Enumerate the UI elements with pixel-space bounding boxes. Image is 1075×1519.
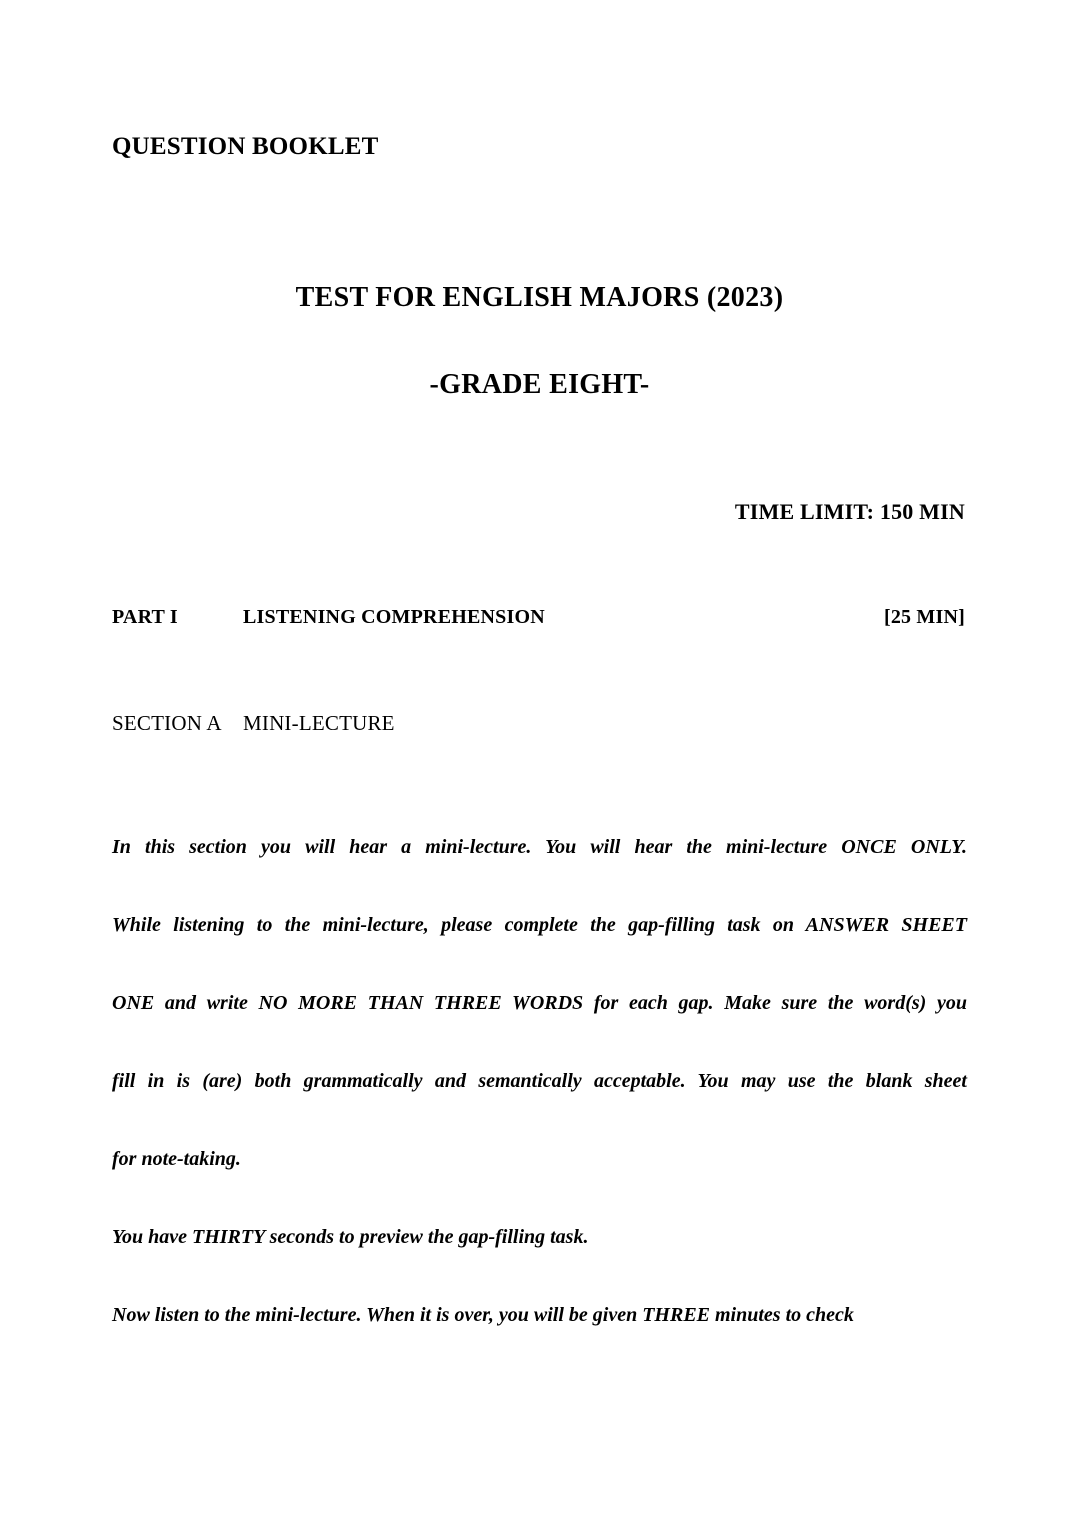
instruction-line-1: In this section you will hear a mini-lecture. You will hear the mini-lecture ONCE ONLY.	[112, 836, 967, 858]
section-label: SECTION A	[112, 711, 222, 735]
instruction-line-6: You have THIRTY seconds to preview the gap-filling task.	[112, 1226, 589, 1248]
instruction-line-5: for note-taking.	[112, 1148, 241, 1170]
instructions-block	[112, 808, 967, 1354]
booklet-title: QUESTION BOOKLET	[112, 133, 379, 160]
part-label: PART I	[112, 606, 178, 628]
exam-sub-title: -GRADE EIGHT-	[429, 369, 650, 400]
exam-main-title: TEST FOR ENGLISH MAJORS (2023)	[295, 282, 784, 313]
part-time-allocation: [25 MIN]	[883, 606, 965, 628]
part-heading	[112, 606, 967, 629]
instruction-line-4: fill in is (are) both grammatically and semantically acceptable. You may use the blank sheet	[112, 1070, 967, 1092]
page-content	[112, 0, 967, 1354]
instruction-line-3: ONE and write NO MORE THAN THREE WORDS for each gap. Make sure the word(s) you	[112, 992, 967, 1014]
section-heading	[112, 711, 967, 736]
instruction-line-2: While listening to the mini-lecture, please complete the gap-filling task on ANSWER SHEET	[112, 914, 967, 936]
section-name: MINI-LECTURE	[243, 711, 395, 735]
part-name: LISTENING COMPREHENSION	[243, 606, 545, 628]
time-limit-label: TIME LIMIT: 150 MIN	[734, 499, 965, 524]
instruction-line-7: Now listen to the mini-lecture. When it is over, you will be given THREE minutes to check	[112, 1304, 854, 1326]
